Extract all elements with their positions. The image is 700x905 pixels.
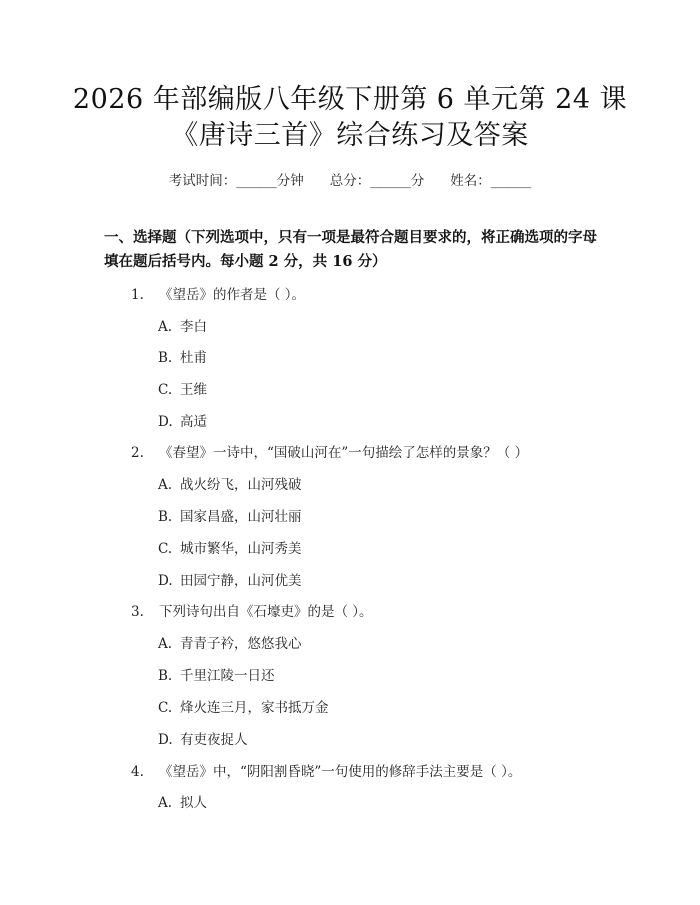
option-text: 高适 <box>180 414 207 430</box>
question-number: 2. <box>131 445 144 461</box>
option-text: 青青子衿，悠悠我心 <box>180 636 302 652</box>
option-letter: B. <box>158 350 173 366</box>
option-row <box>158 346 207 366</box>
option-text: 烽火连三月，家书抵万金 <box>180 700 329 716</box>
option-row <box>158 378 207 398</box>
option-row <box>158 696 329 716</box>
option-row <box>158 728 248 748</box>
option-text: 田园宁静，山河优美 <box>180 573 302 589</box>
option-text: 千里江陵一日还 <box>180 668 275 684</box>
option-letter: C. <box>158 382 173 398</box>
option-row <box>158 537 302 557</box>
option-text: 拟人 <box>180 795 207 811</box>
question-4 <box>131 760 521 780</box>
question-3 <box>131 600 373 620</box>
option-text: 王维 <box>180 382 207 398</box>
question-number: 4. <box>131 764 144 780</box>
option-row <box>158 473 302 493</box>
option-row <box>158 664 275 684</box>
option-row <box>158 632 302 652</box>
total-score-field: 总分：______分 <box>329 173 425 189</box>
option-letter: A. <box>158 477 173 493</box>
question-number: 3. <box>131 604 144 620</box>
exam-time-field: 考试时间：______分钟 <box>168 173 304 189</box>
option-letter: D. <box>158 573 173 589</box>
question-text: 《春望》一诗中，“国破山河在”一句描绘了怎样的景象？（ ） <box>159 445 529 461</box>
question-text: 下列诗句出自《石壕吏》的是（ ）。 <box>159 604 373 620</box>
option-row <box>158 315 207 335</box>
document-title-line-2: 《唐诗三首》综合练习及答案 <box>171 120 529 151</box>
option-letter: A. <box>158 636 173 652</box>
option-letter: A. <box>158 319 173 335</box>
option-text: 城市繁华，山河秀美 <box>180 541 302 557</box>
option-row <box>158 569 302 589</box>
option-letter: C. <box>158 541 173 557</box>
option-letter: A. <box>158 795 173 811</box>
option-letter: B. <box>158 509 173 525</box>
question-2 <box>131 441 528 461</box>
option-text: 战火纷飞，山河残破 <box>180 477 302 493</box>
option-letter: D. <box>158 732 173 748</box>
option-letter: C. <box>158 700 173 716</box>
option-letter: B. <box>158 668 173 684</box>
question-text: 《望岳》的作者是（ ）。 <box>159 287 306 303</box>
option-row <box>158 505 302 525</box>
question-1 <box>131 283 305 303</box>
option-letter: D. <box>158 414 173 430</box>
option-text: 杜甫 <box>180 350 207 366</box>
document-title-line-1: 2026 年部编版八年级下册第 6 单元第 24 课 <box>72 84 628 115</box>
section-heading: 一、选择题（下列选项中，只有一项是最符合题目要求的，将正确选项的字母填在题后括号内。每小题 2 分，共 16 分） <box>104 229 597 270</box>
question-number: 1. <box>131 287 144 303</box>
option-row <box>158 791 207 811</box>
exam-meta <box>0 169 700 189</box>
option-row <box>158 410 207 430</box>
question-text: 《望岳》中，“阴阳割昏晓”一句使用的修辞手法主要是（ ）。 <box>159 764 522 780</box>
option-text: 有吏夜捉人 <box>180 732 248 748</box>
option-text: 李白 <box>180 319 207 335</box>
option-text: 国家昌盛，山河壮丽 <box>180 509 302 525</box>
student-name-field: 姓名：______ <box>450 173 532 189</box>
